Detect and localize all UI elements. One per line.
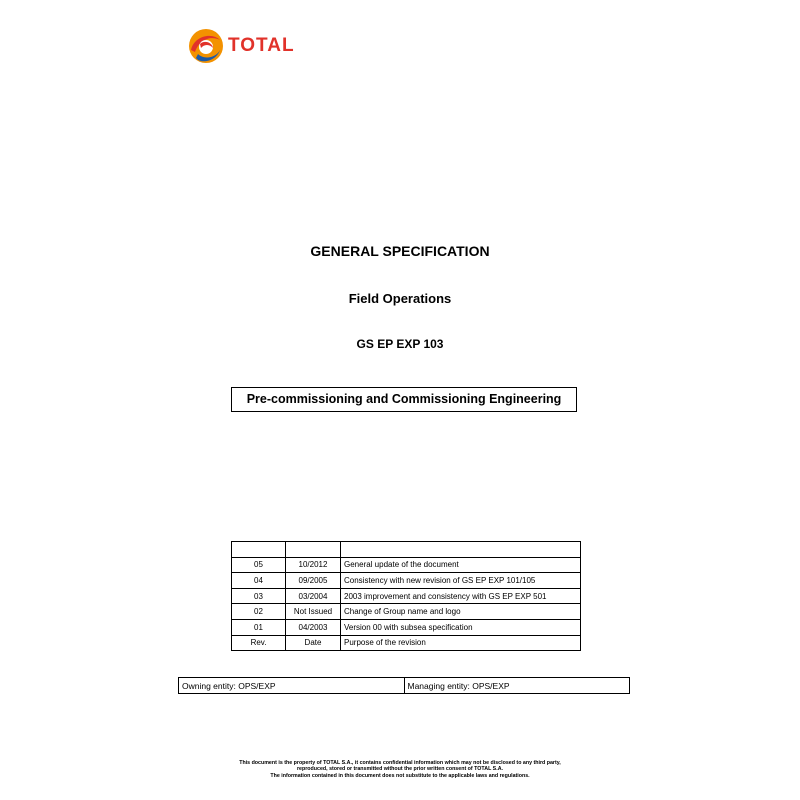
revision-date: 03/2004 [286,588,341,604]
logo-wordmark: TOTAL [228,35,295,56]
document-code: GS EP EXP 103 [356,337,444,351]
revision-number: 01 [232,619,286,635]
revision-number: 03 [232,588,286,604]
date-column-label: Date [286,635,341,651]
revision-purpose: 2003 improvement and consistency with GS EP EXP 501 [341,588,581,604]
revision-purpose: Change of Group name and logo [341,604,581,620]
revision-header-row [232,542,581,558]
document-type: GENERAL SPECIFICATION [310,243,490,259]
revision-date: 10/2012 [286,557,341,573]
footer-line: This document is the property of TOTAL S.A., it contains confidential information which may not be disclosed to any third party, [239,760,561,766]
revision-header-cell [286,542,341,558]
table-row [232,619,581,635]
revision-date: Not Issued [286,604,341,620]
table-row [232,588,581,604]
revision-header-cell [232,542,286,558]
revision-number: 05 [232,557,286,573]
revision-number: 04 [232,573,286,589]
revision-header-cell [341,542,581,558]
purpose-column-label: Purpose of the revision [341,635,581,651]
rev-column-label: Rev. [232,635,286,651]
confidentiality-footer [0,760,800,779]
table-row [232,557,581,573]
document-subject: Field Operations [348,291,452,306]
managing-entity: Managing entity: OPS/EXP [404,678,630,694]
entity-row [179,678,630,694]
revision-purpose: Version 00 with subsea specification [341,619,581,635]
owning-entity: Owning entity: OPS/EXP [179,678,405,694]
revision-footer-row [232,635,581,651]
revision-number: 02 [232,604,286,620]
footer-line: The information contained in this document does not substitute to the applicable laws and regulations. [270,772,530,779]
total-emblem-icon [186,26,226,66]
revision-date: 04/2003 [286,619,341,635]
revision-date: 09/2005 [286,573,341,589]
document-title-box: Pre-commissioning and Commissioning Engineering [231,387,577,412]
revision-table [231,541,581,651]
revision-purpose: Consistency with new revision of GS EP EXP 101/105 [341,573,581,589]
entity-table [178,677,630,694]
footer-line: reproduced, stored or transmitted without the prior written consent of TOTAL S.A. [296,766,503,773]
total-logo [186,26,298,66]
revision-purpose: General update of the document [341,557,581,573]
table-row [232,573,581,589]
table-row [232,604,581,620]
